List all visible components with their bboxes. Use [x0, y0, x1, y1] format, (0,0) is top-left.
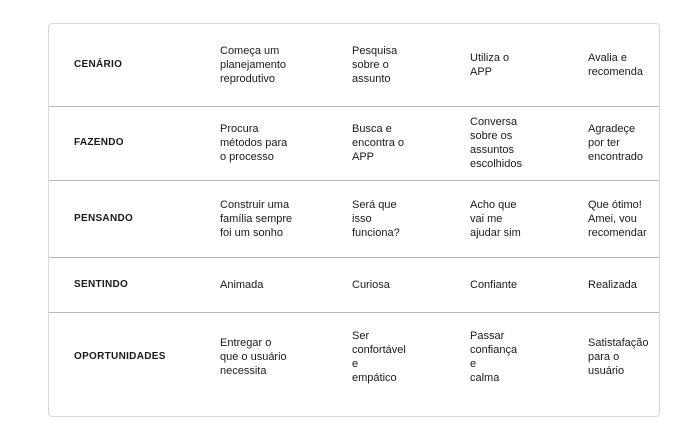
row-label-pensando: PENSANDO [74, 213, 134, 224]
cell-pensando-1: Construir uma família sempre foi um sonho [220, 199, 293, 239]
cell-oportunidades-1: Entregar o que o usuário necessita [220, 337, 287, 377]
row-label-oportunidades: OPORTUNIDADES [74, 351, 166, 362]
cell-fazendo-4: Agradeçe por ter encontrado [588, 123, 644, 163]
row-label-sentindo: SENTINDO [74, 279, 129, 290]
cell-pensando-2: Será que isso funciona? [352, 199, 400, 239]
row-label-cenario: CENÁRIO [74, 59, 123, 70]
cell-cenario-4: Avalia e recomenda [588, 52, 644, 78]
journey-map-table [48, 23, 660, 417]
row-label-fazendo: FAZENDO [74, 137, 124, 148]
row-sentindo [49, 258, 659, 313]
row-pensando [49, 181, 659, 258]
cell-cenario-2: Pesquisa sobre o assunto [352, 45, 398, 85]
cell-sentindo-4: Realizada [588, 279, 637, 291]
cell-pensando-4: Que ótimo! Amei, vou recomendar [588, 199, 647, 239]
cell-fazendo-1: Procura métodos para o processo [220, 123, 288, 163]
cell-sentindo-3: Confiante [470, 279, 518, 291]
cell-cenario-3: Utiliza o APP [470, 52, 510, 78]
cell-oportunidades-3: Passar confiança e calma [470, 330, 518, 384]
cell-oportunidades-4: Satistafação para o usuário [588, 337, 649, 377]
row-fazendo [49, 106, 659, 181]
cell-fazendo-3: Conversa sobre os assuntos escolhidos [470, 116, 522, 170]
cell-sentindo-1: Animada [220, 279, 264, 291]
row-cenario [49, 24, 659, 107]
row-oportunidades [49, 313, 659, 401]
cell-fazendo-2: Busca e encontra o APP [352, 123, 404, 163]
cell-pensando-3: Acho que vai me ajudar sim [470, 199, 521, 239]
cell-sentindo-2: Curiosa [352, 279, 390, 291]
cell-oportunidades-2: Ser confortável e empático [352, 330, 406, 384]
cell-cenario-1: Começa um planejamento reprodutivo [220, 45, 287, 85]
